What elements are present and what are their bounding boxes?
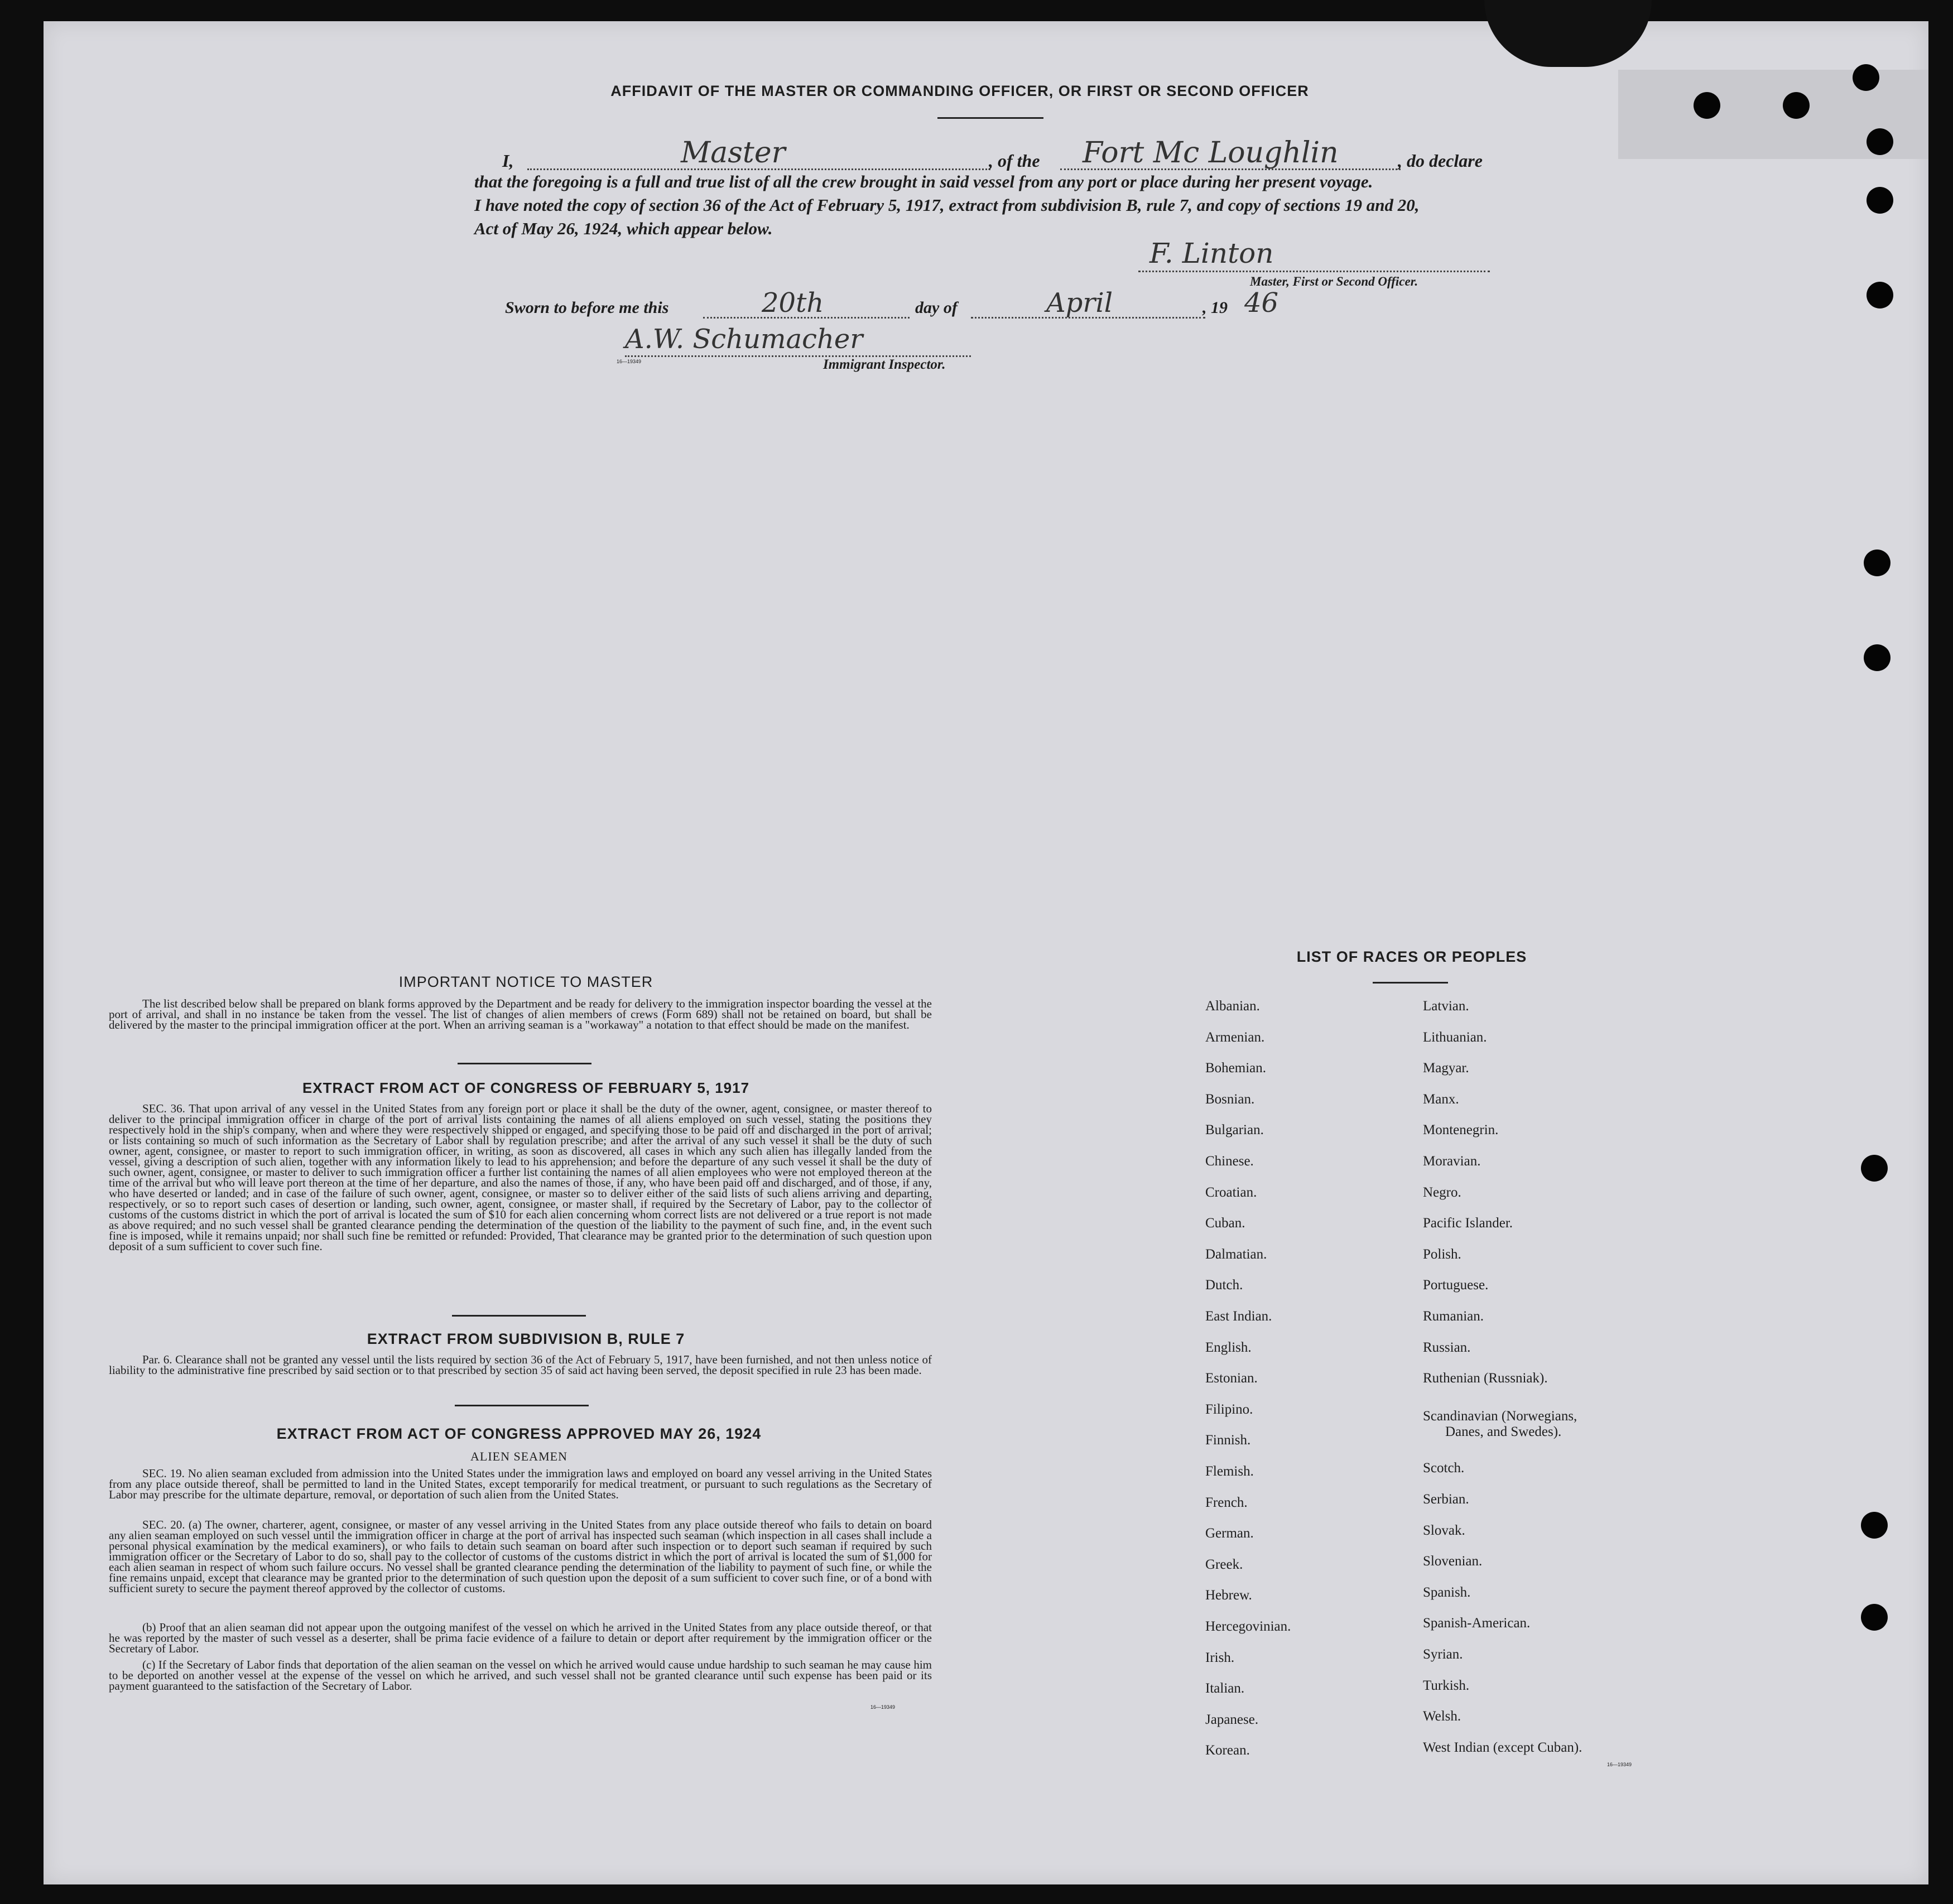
race-item: Croatian. [1205, 1184, 1257, 1200]
race-item: Slovak. [1423, 1522, 1465, 1538]
affidavit-line-1 [502, 136, 1518, 174]
signature-caption: Master, First or Second Officer. [1250, 274, 1418, 288]
punch-hole [1783, 92, 1810, 119]
race-item: Filipino. [1205, 1401, 1253, 1417]
race-item: Russian. [1423, 1339, 1471, 1355]
extract-1924-subtitle: ALIEN SEAMEN [470, 1449, 567, 1463]
rule7-title: EXTRACT FROM SUBDIVISION B, RULE 7 [367, 1331, 685, 1347]
form-number: 16—19349 [617, 359, 642, 364]
day-of-label: day of [915, 298, 958, 317]
race-item: Danes, and Swedes). [1445, 1424, 1562, 1439]
extract-1917-text: SEC. 36. That upon arrival of any vessel in the United States from any foreign port or place it shall be the duty of the owner, agent, consignee, or master thereof to deliver to the principal immigration officer in charge of the port of arrival lists containing the names of all aliens employed on such vessel, stating the positions they respectively hold in the ship's company, when and where they were respectively shipped or engaged, and specifying those to be paid off and discharged in the port of arrival; or lists containing so much of such information as the Secretary of Labor shall by regulation prescribe; and after the arrival of any such vessel it shall be the duty of such owner, agent, consignee, or master to report to such immigration officer, in writing, as soon as discovered, all cases in which any such alien has illegally landed from the vessel, giving a description of such alien, together with any information likely to lead to his apprehension; and before the departure of any such vessel it shall be the duty of such owner, agent, consignee, or master to deliver to such immigration officer a further list containing the names of all alien employees who were not employed thereon at the time of the arrival but who will leave port thereon at the time of her departure, and also the names of those, if any, who have been paid off and discharged, and of those, if any, who have deserted or landed; and in case of the failure of such owner, agent, consignee, or master so to deliver either of the said lists of such aliens arriving and departing, respectively, or so to report such cases of desertion or landing, such owner, agent, consignee, or master shall, if required by the Secretary of Labor, pay to the collector of customs of the customs district in which the port of arrival is located the sum of $10 for each alien concerning whom correct lists are not delivered or a true report is not made as above required; and no such vessel shall be granted clearance pending the determination of the question of the liability to the payment of such fine, and, in the event such fine is imposed, while it remains unpaid; nor shall such fine be remitted or refunded: Provided, That clearance may be granted prior to the determination of such question upon deposit of a sum sufficient to cover such fine. [109, 1102, 932, 1253]
affidavit-title: AFFIDAVIT OF THE MASTER OR COMMANDING OFFICER, OR FIRST OR SECOND OFFICER [610, 83, 1309, 99]
race-item: Serbian. [1423, 1492, 1469, 1507]
of-the-label: , of the [989, 151, 1040, 171]
punch-hole [1867, 128, 1893, 155]
race-item: Montenegrin. [1423, 1122, 1499, 1138]
race-item: Estonian. [1205, 1371, 1258, 1386]
race-item: Bulgarian. [1205, 1122, 1264, 1138]
sec20b-text: (b) Proof that an alien seaman did not appear upon the outgoing manifest of the vessel on which he arrived in the United States from any place outside thereof, or that he was reported by the master of such vessel as a deserter, shall be prima facie evidence of a failure to detain or deport after requirement by the immigration officer or the Secretary of Labor. [109, 1621, 932, 1655]
race-item: Chinese. [1205, 1154, 1254, 1169]
affidavit-line-3: I have noted the copy of section 36 of the Act of February 5, 1917, extract from subdivision B, rule 7, and copy of sections 19 and 20, [474, 195, 1420, 215]
race-item: Cuban. [1205, 1216, 1245, 1231]
handwritten-month: April [1046, 287, 1113, 319]
race-item: Turkish. [1423, 1678, 1470, 1693]
race-item: Portuguese. [1423, 1278, 1489, 1293]
i-label: I, [502, 151, 514, 171]
handwritten-signature: F. Linton [1149, 237, 1274, 269]
race-item: Welsh. [1423, 1709, 1461, 1724]
handwritten-inspector: A.W. Schumacher [625, 324, 863, 355]
race-item: Scotch. [1423, 1460, 1465, 1476]
race-item: Armenian. [1205, 1029, 1265, 1045]
sec20a-text: SEC. 20. (a) The owner, charterer, agent, consignee, or master of any vessel arriving in the United States from any place outside thereof who fails to detain on board any alien seaman employed on such vessel until the immigration officer in charge at the port of arrival has inspected such seaman (which inspection in all cases shall include a personal physical examination by the medical examiners), or who fails to detain such seaman on board after such inspection or to deport such seaman if required by such immigration officer or the Secretary of Labor to do so, shall pay to the collector of customs of the customs district in which the port of arrival is located the sum of $1,000 for each alien seaman in respect of whom such failure occurs. No vessel shall be granted clearance pending the determination of the liability to payment of such fine, or while the fine remains unpaid, except that clearance may be granted prior to the determination of such question upon the deposit of a sum sufficient to cover such fine, or of a bond with sufficient surety to secure the payment thereof approved by the collector of customs. [109, 1518, 932, 1595]
race-item: Albanian. [1205, 999, 1260, 1014]
race-item: Moravian. [1423, 1154, 1481, 1169]
affidavit-line-2: that the foregoing is a full and true list of all the crew brought in said vessel from any port or place during her present voyage. [474, 172, 1373, 191]
sec20c-text: (c) If the Secretary of Labor finds that deportation of the alien seaman on the vessel on which he arrived would cause undue hardship to such seaman he may cause him to be deported on another vessel at the expense of the vessel on which he arrived, and such vessel shall not be granted clearance until such expense has been paid or its payment guaranteed to the satisfaction of the Secretary of Labor. [109, 1658, 932, 1693]
sworn-line [505, 287, 1342, 324]
form-number: 16—19349 [870, 1704, 896, 1710]
handwritten-day: 20th [762, 287, 824, 319]
race-item: Flemish. [1205, 1464, 1254, 1479]
race-item: Latvian. [1423, 999, 1469, 1014]
handwritten-role: Master [681, 136, 786, 170]
declare-label: , do declare [1398, 151, 1483, 171]
race-item: German. [1205, 1526, 1254, 1541]
race-item: Korean. [1205, 1743, 1250, 1758]
divider [458, 1063, 591, 1064]
punch-hole [1864, 644, 1891, 671]
race-item: Bohemian. [1205, 1061, 1267, 1076]
year-prefix: , 19 [1202, 298, 1228, 317]
race-item: Lithuanian. [1423, 1029, 1487, 1045]
race-item: Slovenian. [1423, 1554, 1483, 1569]
divider [937, 117, 1043, 119]
race-item: Spanish. [1423, 1584, 1471, 1600]
race-item: Dutch. [1205, 1278, 1243, 1293]
race-item: Ruthenian (Russniak). [1423, 1371, 1548, 1386]
race-item: Magyar. [1423, 1061, 1469, 1076]
punch-hole [1867, 187, 1893, 214]
punch-hole [1861, 1604, 1888, 1631]
sworn-prefix: Sworn to before me this [505, 298, 669, 317]
race-item: Japanese. [1205, 1712, 1259, 1727]
race-item: Finnish. [1205, 1433, 1251, 1448]
race-item: Dalmatian. [1205, 1246, 1267, 1262]
race-item: Manx. [1423, 1091, 1459, 1107]
race-item: Syrian. [1423, 1647, 1463, 1662]
handwritten-year: 46 [1244, 287, 1279, 319]
race-item: Scandinavian (Norwegians, [1423, 1408, 1577, 1424]
form-number: 16—19349 [1607, 1762, 1632, 1767]
extract-1924-title: EXTRACT FROM ACT OF CONGRESS APPROVED MAY 26, 1924 [276, 1425, 762, 1442]
race-item: Italian. [1205, 1681, 1245, 1696]
race-item: Hercegovinian. [1205, 1619, 1291, 1634]
divider [1373, 982, 1448, 984]
punch-hole [1694, 92, 1720, 119]
punch-hole [1861, 1155, 1888, 1182]
race-item: Rumanian. [1423, 1309, 1484, 1324]
race-item: Irish. [1205, 1650, 1235, 1665]
notice-title: IMPORTANT NOTICE TO MASTER [398, 973, 653, 990]
sec19-text: SEC. 19. No alien seaman excluded from admission into the United States under the immigration laws and employed on board any vessel arriving in the United States from any place outside thereof, shall be permitted to land in the United States, except temporarily for medical treatment, or pursuant to such regulations as the Secretary of Labor may prescribe for the ultimate departure, removal, or deportation of such alien from the United States. [109, 1467, 932, 1501]
race-item: Spanish-American. [1423, 1616, 1531, 1631]
race-item: Hebrew. [1205, 1588, 1252, 1603]
handwritten-vessel: Fort Mc Loughlin [1083, 136, 1339, 170]
punch-hole [1853, 64, 1879, 91]
divider [452, 1315, 586, 1317]
extract-1917-title: EXTRACT FROM ACT OF CONGRESS OF FEBRUARY 5, 1917 [302, 1079, 750, 1096]
race-item: French. [1205, 1495, 1248, 1510]
race-item: East Indian. [1205, 1309, 1272, 1324]
race-item: Greek. [1205, 1556, 1243, 1572]
rule7-text: Par. 6. Clearance shall not be granted any vessel until the lists required by section 36 of the Act of February 5, 1917, have been furnished, and not then unless notice of liability to the administrative fine prescribed by said section or to that prescribed by section 35 of said act having been served, the deposit specified in rule 23 has been made. [109, 1353, 932, 1377]
divider [455, 1405, 589, 1406]
punch-hole [1861, 1512, 1888, 1539]
races-title: LIST OF RACES OR PEOPLES [1296, 948, 1527, 965]
race-item: Polish. [1423, 1246, 1461, 1262]
affidavit-line-4: Act of May 26, 1924, which appear below. [474, 219, 773, 238]
notice-text: The list described below shall be prepared on blank forms approved by the Department and be ready for delivery to the immigration inspector boarding the vessel at the port of arrival, and shall in no instance be taken from the vessel. The list of changes of alien members of crews (Form 689) shall not be retained on board, but shall be delivered by the master to the principal immigration officer at the port. When an arriving seaman is a "workaway" a notation to that effect should be made on the manifest. [109, 997, 932, 1031]
race-item: Bosnian. [1205, 1091, 1255, 1107]
inspector-caption: Immigrant Inspector. [823, 357, 946, 372]
punch-hole [1864, 549, 1891, 576]
race-item: West Indian (except Cuban). [1423, 1739, 1582, 1755]
race-item: Pacific Islander. [1423, 1216, 1513, 1231]
race-item: English. [1205, 1339, 1252, 1355]
punch-hole [1867, 282, 1893, 309]
race-item: Negro. [1423, 1184, 1461, 1200]
